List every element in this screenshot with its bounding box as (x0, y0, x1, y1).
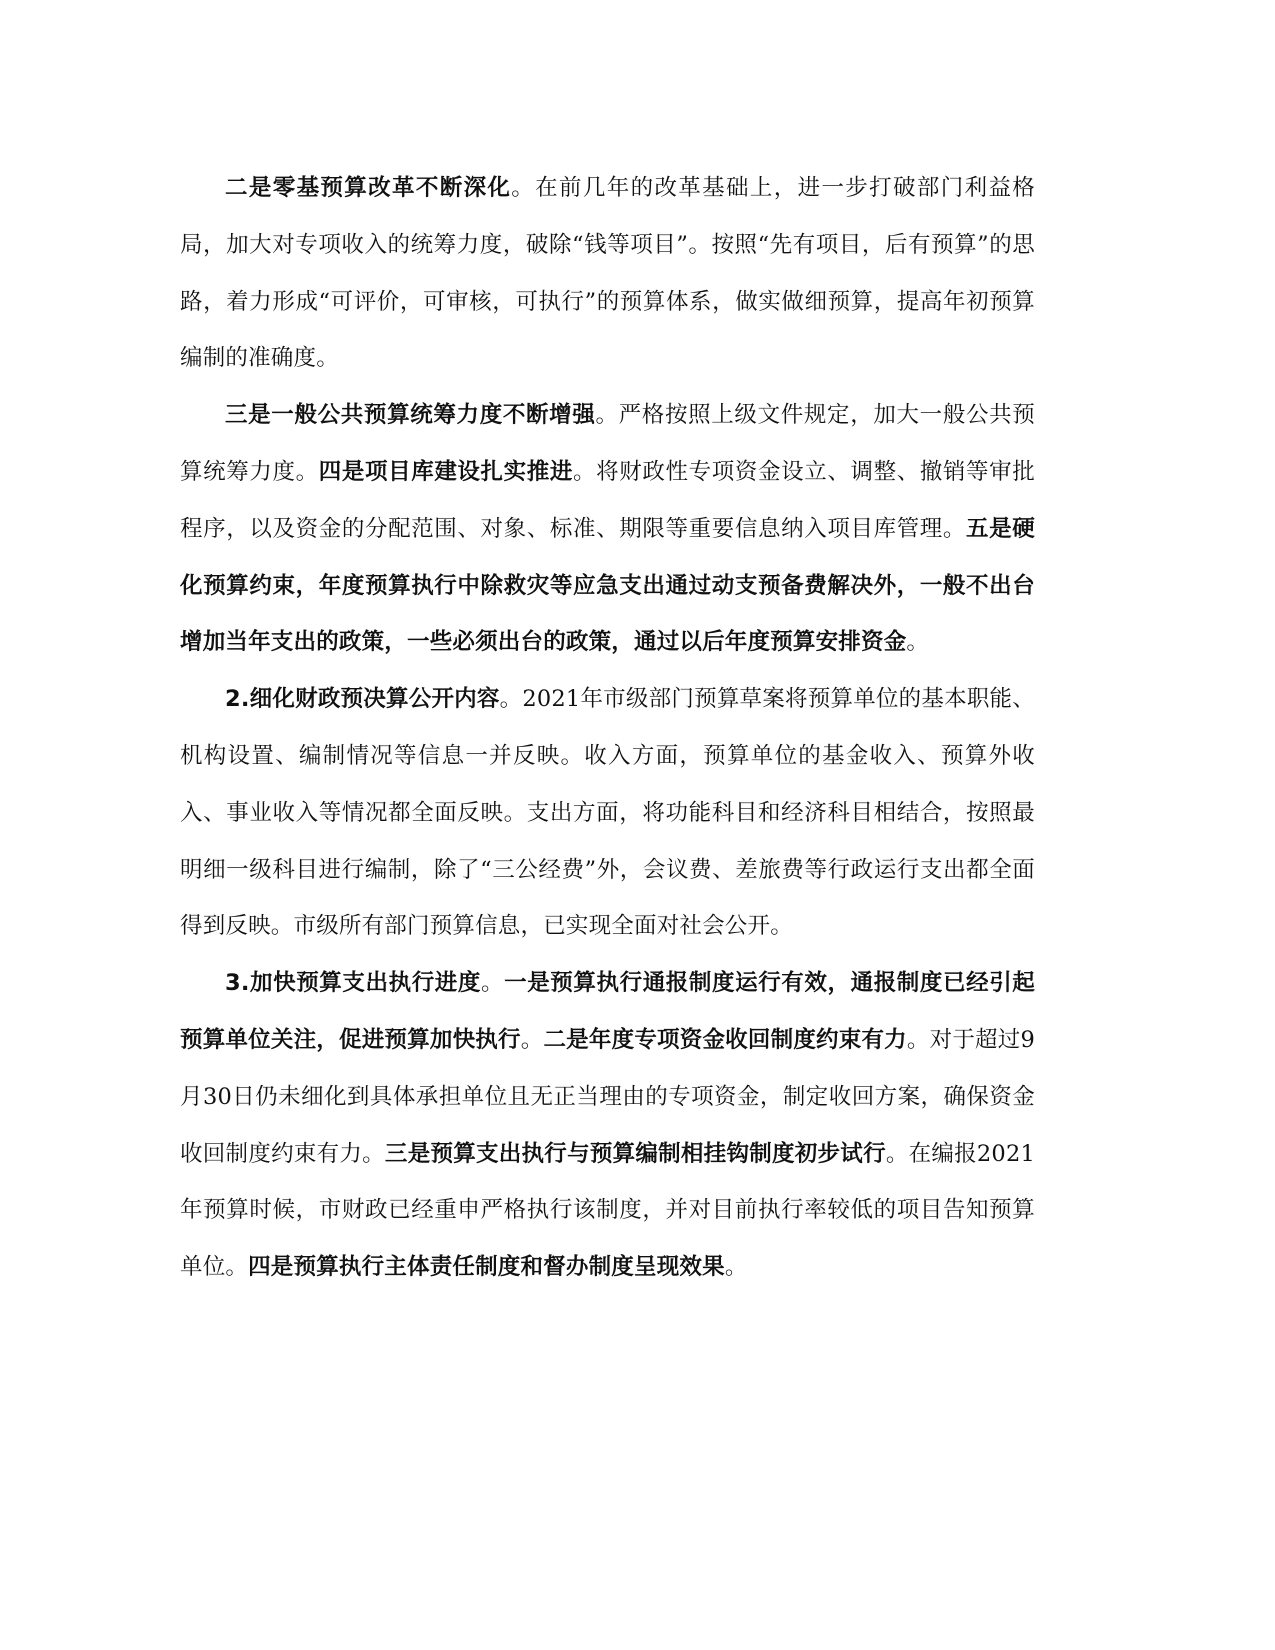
bold-heading: 五是硬化预算约束，年度预算执行中除救灾等应急支出通过动支预备费解决外，一般不出台增加当年支出的政策，一些必须出台的政策，通过以后年度预算安排资金 (180, 515, 1035, 656)
body-text: 。对于超过9月30日仍未细化到具体承担单位且无正当理由的专项资金，制定收回方案，确保资金收回制度约束有力。 (180, 1026, 1035, 1167)
body-text: 。 (906, 629, 930, 656)
body-text: 。在前几年的改革基础上，进一步打破部门利益格局，加大对专项收入的统筹力度，破除“钱等项目”。按照“先有项目，后有预算”的思路，着力形成“可评价，可审核，可执行”的预算体系，做实做细预算，提高年初预算编制的准确度。 (180, 175, 1035, 372)
paragraph-zero-based-budget (180, 160, 1035, 387)
bold-heading: 2.细化财政预决算公开内容 (225, 686, 500, 713)
body-text: 。严格按照上级文件规定，加大一般公共预算统筹力度。 (180, 402, 1035, 485)
paragraph-budget-execution (180, 955, 1035, 1296)
body-text: 。 (481, 970, 505, 997)
bold-heading: 三是预算支出执行与预算编制相挂钩制度初步试行 (384, 1140, 886, 1167)
bold-heading: 二是零基预算改革不断深化 (225, 175, 512, 201)
paragraph-general-public-budget (180, 387, 1035, 671)
body-text: 。将财政性专项资金设立、调整、撤销等审批程序，以及资金的分配范围、对象、标准、期限等重要信息纳入项目库管理。 (180, 458, 1035, 542)
bold-heading: 三是一般公共预算统筹力度不断增强 (225, 402, 596, 429)
body-text: 。 (724, 1254, 748, 1281)
bold-heading: 四是项目库建设扎实推进 (318, 458, 574, 485)
bold-heading: 3.加快预算支出执行进度 (225, 970, 481, 997)
body-text: 。在编报2021年预算时候，市财政已经重申严格执行该制度，并对目前执行率较低的项目告知预算单位。 (180, 1140, 1035, 1281)
body-text: 。2021年市级部门预算草案将预算单位的基本职能、机构设置、编制情况等信息一并反映。收入方面，预算单位的基金收入、预算外收入、事业收入等情况都全面反映。支出方面，将功能科目和经济科目相结合，按照最明细一级科目进行编制，除了“三公经费”外，会议费、差旅费等行政运行支出都全面得到反映。市级所有部门预算信息，已实现全面对社会公开。 (180, 686, 1035, 940)
document-body (180, 160, 1035, 1296)
bold-heading: 四是预算执行主体责任制度和督办制度呈现效果 (248, 1254, 725, 1281)
paragraph-budget-disclosure (180, 671, 1035, 955)
bold-heading: 二是年度专项资金收回制度约束有力 (543, 1026, 907, 1053)
bold-heading: 一是预算执行通报制度运行有效，通报制度已经引起预算单位关注，促进预算加快执行 (180, 970, 1035, 1053)
body-text: 。 (520, 1026, 544, 1053)
